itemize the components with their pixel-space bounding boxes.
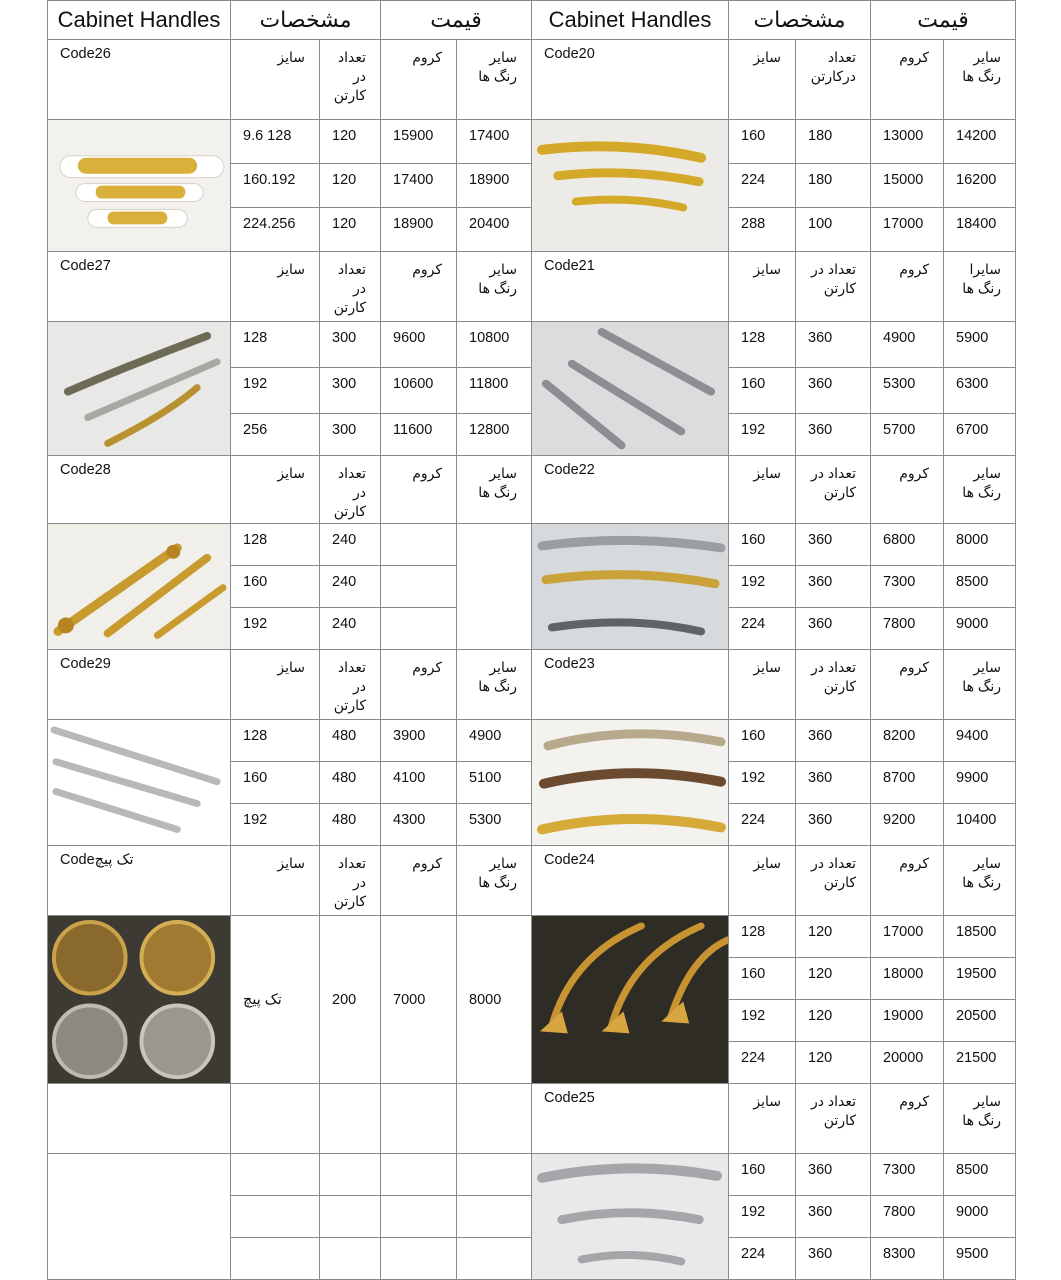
product-code: Code27 — [48, 252, 231, 322]
size-value: 192 — [231, 368, 320, 414]
product-label-row — [532, 456, 1016, 524]
chrome-price: 3900 — [381, 720, 457, 762]
product-code: Code21 — [532, 252, 729, 322]
other-price: 4900 — [457, 720, 532, 762]
chrome-label: کروم — [381, 40, 457, 120]
size-value: 192 — [729, 1196, 796, 1238]
other-price: 12800 — [457, 414, 532, 456]
other-price: 20400 — [457, 208, 532, 252]
size-value: 128 — [231, 524, 320, 566]
other-colors-label: سایر رنگ ها — [944, 456, 1016, 524]
size-value: 160 — [729, 368, 796, 414]
chrome-price: 9200 — [871, 804, 944, 846]
product-photo — [532, 916, 729, 1084]
empty-row — [48, 1154, 532, 1196]
handle-photo-code29 — [48, 720, 230, 845]
size-value: 128 — [231, 720, 320, 762]
size-label: سایز — [729, 40, 796, 120]
product-photo — [48, 916, 231, 1084]
count-label: تعداد در کارتن — [320, 40, 381, 120]
table-row — [532, 916, 1016, 958]
size-label: سایز — [231, 456, 320, 524]
other-price: 6700 — [944, 414, 1016, 456]
table-row — [532, 720, 1016, 762]
handle-photo-code26 — [48, 120, 230, 251]
count-value: 120 — [796, 916, 871, 958]
chrome-price: 8300 — [871, 1238, 944, 1280]
left-price-table — [47, 0, 532, 1280]
count-label: تعداد در کارتن — [796, 846, 871, 916]
other-price: 8500 — [944, 566, 1016, 608]
table-row — [48, 916, 532, 1084]
size-value: 224 — [729, 1042, 796, 1084]
count-value: 360 — [796, 608, 871, 650]
chrome-price: 7300 — [871, 566, 944, 608]
product-photo — [532, 120, 729, 252]
product-code: Code26 — [48, 40, 231, 120]
left-header-row — [48, 1, 532, 40]
size-value: 224.256 — [231, 208, 320, 252]
other-price: 17400 — [457, 120, 532, 164]
size-label: سایز — [231, 252, 320, 322]
count-label: تعداد درکارتن — [796, 40, 871, 120]
other-price: 20500 — [944, 1000, 1016, 1042]
chrome-label: کروم — [871, 252, 944, 322]
size-value: 160.192 — [231, 164, 320, 208]
handle-photo-code27 — [48, 322, 230, 455]
size-label: سایز — [729, 252, 796, 322]
product-code: Code25 — [532, 1084, 729, 1154]
other-price: 16200 — [944, 164, 1016, 208]
size-value: 160 — [729, 524, 796, 566]
count-value: 360 — [796, 762, 871, 804]
product-code: Code24 — [532, 846, 729, 916]
other-price — [457, 524, 532, 650]
size-value: 9.6 128 — [231, 120, 320, 164]
size-value: 192 — [729, 1000, 796, 1042]
count-value: 480 — [320, 762, 381, 804]
size-label: سایز — [729, 1084, 796, 1154]
size-value: 224 — [729, 608, 796, 650]
count-value: 120 — [796, 1042, 871, 1084]
other-price: 9500 — [944, 1238, 1016, 1280]
other-price: 8000 — [457, 916, 532, 1084]
other-price: 9400 — [944, 720, 1016, 762]
other-colors-label: سایر رنگ ها — [944, 650, 1016, 720]
product-label-row — [532, 1084, 1016, 1154]
chrome-price: 7300 — [871, 1154, 944, 1196]
other-price: 5300 — [457, 804, 532, 846]
chrome-label: کروم — [381, 252, 457, 322]
chrome-label: کروم — [381, 456, 457, 524]
chrome-price: 17000 — [871, 916, 944, 958]
other-colors-label: سایر رنگ ها — [944, 846, 1016, 916]
size-value: 224 — [729, 1238, 796, 1280]
other-colors-label: سایر رنگ ها — [457, 650, 532, 720]
other-price: 19500 — [944, 958, 1016, 1000]
size-value: 192 — [729, 566, 796, 608]
product-label-row — [532, 252, 1016, 322]
other-price: 18900 — [457, 164, 532, 208]
other-price: 9000 — [944, 608, 1016, 650]
other-price: 21500 — [944, 1042, 1016, 1084]
table-row — [532, 524, 1016, 566]
size-value: 256 — [231, 414, 320, 456]
handle-photo-code23 — [532, 720, 728, 845]
other-colors-label: سایرا رنگ ها — [944, 252, 1016, 322]
product-label-row — [48, 456, 532, 524]
chrome-price: 5700 — [871, 414, 944, 456]
chrome-price: 7000 — [381, 916, 457, 1084]
product-code: Code28 — [48, 456, 231, 524]
count-value: 240 — [320, 524, 381, 566]
count-value: 360 — [796, 524, 871, 566]
size-value: 192 — [231, 608, 320, 650]
chrome-price: 9600 — [381, 322, 457, 368]
count-value: 360 — [796, 1196, 871, 1238]
product-code: Code22 — [532, 456, 729, 524]
size-value: 160 — [729, 958, 796, 1000]
count-value: 120 — [320, 208, 381, 252]
count-value: 120 — [796, 958, 871, 1000]
count-value: 240 — [320, 608, 381, 650]
other-price: 9900 — [944, 762, 1016, 804]
chrome-price: 15000 — [871, 164, 944, 208]
count-value: 480 — [320, 720, 381, 762]
product-code: Codeتک پیچ — [48, 846, 231, 916]
count-value: 120 — [320, 120, 381, 164]
count-value: 360 — [796, 804, 871, 846]
count-value: 480 — [320, 804, 381, 846]
handle-photo-code20 — [532, 120, 728, 251]
chrome-price: 7800 — [871, 1196, 944, 1238]
chrome-label: کروم — [871, 846, 944, 916]
table-row — [532, 1154, 1016, 1196]
other-colors-label: سایر رنگ ها — [944, 40, 1016, 120]
other-price: 18400 — [944, 208, 1016, 252]
count-value: 100 — [796, 208, 871, 252]
product-code: Code29 — [48, 650, 231, 720]
title-cabinet-handles: Cabinet Handles — [48, 1, 231, 40]
size-value: 160 — [729, 120, 796, 164]
size-value: 128 — [729, 916, 796, 958]
chrome-price: 5300 — [871, 368, 944, 414]
product-photo — [48, 524, 231, 650]
product-label-row — [48, 40, 532, 120]
count-value: 300 — [320, 368, 381, 414]
table-row — [48, 524, 532, 566]
count-label: تعداد در کارتن — [796, 456, 871, 524]
chrome-price: 10600 — [381, 368, 457, 414]
handle-photo-code28 — [48, 524, 230, 649]
count-value: 360 — [796, 720, 871, 762]
count-value: 120 — [796, 1000, 871, 1042]
chrome-label: کروم — [871, 456, 944, 524]
chrome-price — [381, 524, 457, 566]
other-colors-label: سایر رنگ ها — [944, 1084, 1016, 1154]
chrome-label: کروم — [381, 650, 457, 720]
product-label-row — [532, 846, 1016, 916]
chrome-price: 17400 — [381, 164, 457, 208]
chrome-price: 8200 — [871, 720, 944, 762]
size-value: 192 — [729, 414, 796, 456]
count-value: 180 — [796, 120, 871, 164]
chrome-price: 18000 — [871, 958, 944, 1000]
size-value: 192 — [729, 762, 796, 804]
count-value: 180 — [796, 164, 871, 208]
header-price: قیمت — [381, 1, 532, 40]
count-label: تعداد در کارتن — [320, 456, 381, 524]
chrome-price — [381, 608, 457, 650]
product-photo — [532, 524, 729, 650]
product-label-row — [48, 650, 532, 720]
count-value: 360 — [796, 1238, 871, 1280]
other-colors-label: سایر رنگ ها — [457, 846, 532, 916]
size-value: 160 — [231, 566, 320, 608]
size-value: تک پیچ — [231, 916, 320, 1084]
product-photo — [48, 322, 231, 456]
table-row — [532, 120, 1016, 164]
table-row — [48, 322, 532, 368]
product-photo — [532, 720, 729, 846]
count-value: 360 — [796, 1154, 871, 1196]
chrome-price: 4300 — [381, 804, 457, 846]
other-colors-label: سایر رنگ ها — [457, 40, 532, 120]
product-photo — [532, 1154, 729, 1280]
empty-row — [48, 1084, 532, 1154]
product-label-row — [48, 846, 532, 916]
chrome-price — [381, 566, 457, 608]
count-value: 240 — [320, 566, 381, 608]
size-value: 224 — [729, 164, 796, 208]
count-value: 200 — [320, 916, 381, 1084]
chrome-price: 7800 — [871, 608, 944, 650]
size-value: 288 — [729, 208, 796, 252]
table-row — [532, 322, 1016, 368]
count-value: 120 — [320, 164, 381, 208]
handle-photo-code25 — [532, 1154, 728, 1279]
other-price: 8500 — [944, 1154, 1016, 1196]
size-value: 160 — [231, 762, 320, 804]
count-label: تعداد در کارتن — [796, 252, 871, 322]
product-photo — [532, 322, 729, 456]
product-photo — [48, 720, 231, 846]
other-price: 10800 — [457, 322, 532, 368]
chrome-price: 4900 — [871, 322, 944, 368]
count-label: تعداد در کارتن — [796, 1084, 871, 1154]
chrome-price: 20000 — [871, 1042, 944, 1084]
title-cabinet-handles: Cabinet Handles — [532, 1, 729, 40]
header-price: قیمت — [871, 1, 1016, 40]
other-price: 18500 — [944, 916, 1016, 958]
chrome-price: 13000 — [871, 120, 944, 164]
count-label: تعداد در کارتن — [320, 846, 381, 916]
count-label: تعداد در کارتن — [320, 252, 381, 322]
chrome-price: 4100 — [381, 762, 457, 804]
other-price: 6300 — [944, 368, 1016, 414]
other-colors-label: سایر رنگ ها — [457, 252, 532, 322]
header-specs: مشخصات — [729, 1, 871, 40]
size-label: سایز — [231, 846, 320, 916]
other-price: 11800 — [457, 368, 532, 414]
table-row — [48, 720, 532, 762]
product-label-row — [532, 650, 1016, 720]
size-value: 224 — [729, 804, 796, 846]
right-header-row — [532, 1, 1016, 40]
right-price-table — [531, 0, 1016, 1280]
count-value: 360 — [796, 414, 871, 456]
product-label-row — [532, 40, 1016, 120]
size-value: 160 — [729, 720, 796, 762]
size-label: سایز — [231, 40, 320, 120]
size-label: سایز — [729, 650, 796, 720]
other-price: 14200 — [944, 120, 1016, 164]
chrome-label: کروم — [871, 40, 944, 120]
handle-photo-code21 — [532, 322, 728, 455]
other-price: 5100 — [457, 762, 532, 804]
count-label: تعداد در کارتن — [796, 650, 871, 720]
chrome-price: 17000 — [871, 208, 944, 252]
product-photo — [48, 120, 231, 252]
handle-photo-code22 — [532, 524, 728, 649]
product-label-row — [48, 252, 532, 322]
count-value: 300 — [320, 322, 381, 368]
other-colors-label: سایر رنگ ها — [457, 456, 532, 524]
chrome-label: کروم — [381, 846, 457, 916]
other-price: 5900 — [944, 322, 1016, 368]
chrome-label: کروم — [871, 1084, 944, 1154]
chrome-price: 8700 — [871, 762, 944, 804]
size-label: سایز — [729, 456, 796, 524]
header-specs: مشخصات — [231, 1, 381, 40]
other-price: 8000 — [944, 524, 1016, 566]
count-value: 300 — [320, 414, 381, 456]
count-value: 360 — [796, 566, 871, 608]
chrome-price: 6800 — [871, 524, 944, 566]
size-value: 128 — [729, 322, 796, 368]
chrome-label: کروم — [871, 650, 944, 720]
size-value: 128 — [231, 322, 320, 368]
count-value: 360 — [796, 368, 871, 414]
size-value: 160 — [729, 1154, 796, 1196]
chrome-price: 15900 — [381, 120, 457, 164]
product-code: Code23 — [532, 650, 729, 720]
table-row — [48, 120, 532, 164]
size-label: سایز — [231, 650, 320, 720]
count-value: 360 — [796, 322, 871, 368]
chrome-price: 11600 — [381, 414, 457, 456]
knob-photo-single — [48, 916, 230, 1083]
count-label: تعداد در کارتن — [320, 650, 381, 720]
size-value: 192 — [231, 804, 320, 846]
chrome-price: 18900 — [381, 208, 457, 252]
handle-photo-code24 — [532, 916, 728, 1083]
other-price: 9000 — [944, 1196, 1016, 1238]
size-label: سایز — [729, 846, 796, 916]
chrome-price: 19000 — [871, 1000, 944, 1042]
other-price: 10400 — [944, 804, 1016, 846]
product-code: Code20 — [532, 40, 729, 120]
